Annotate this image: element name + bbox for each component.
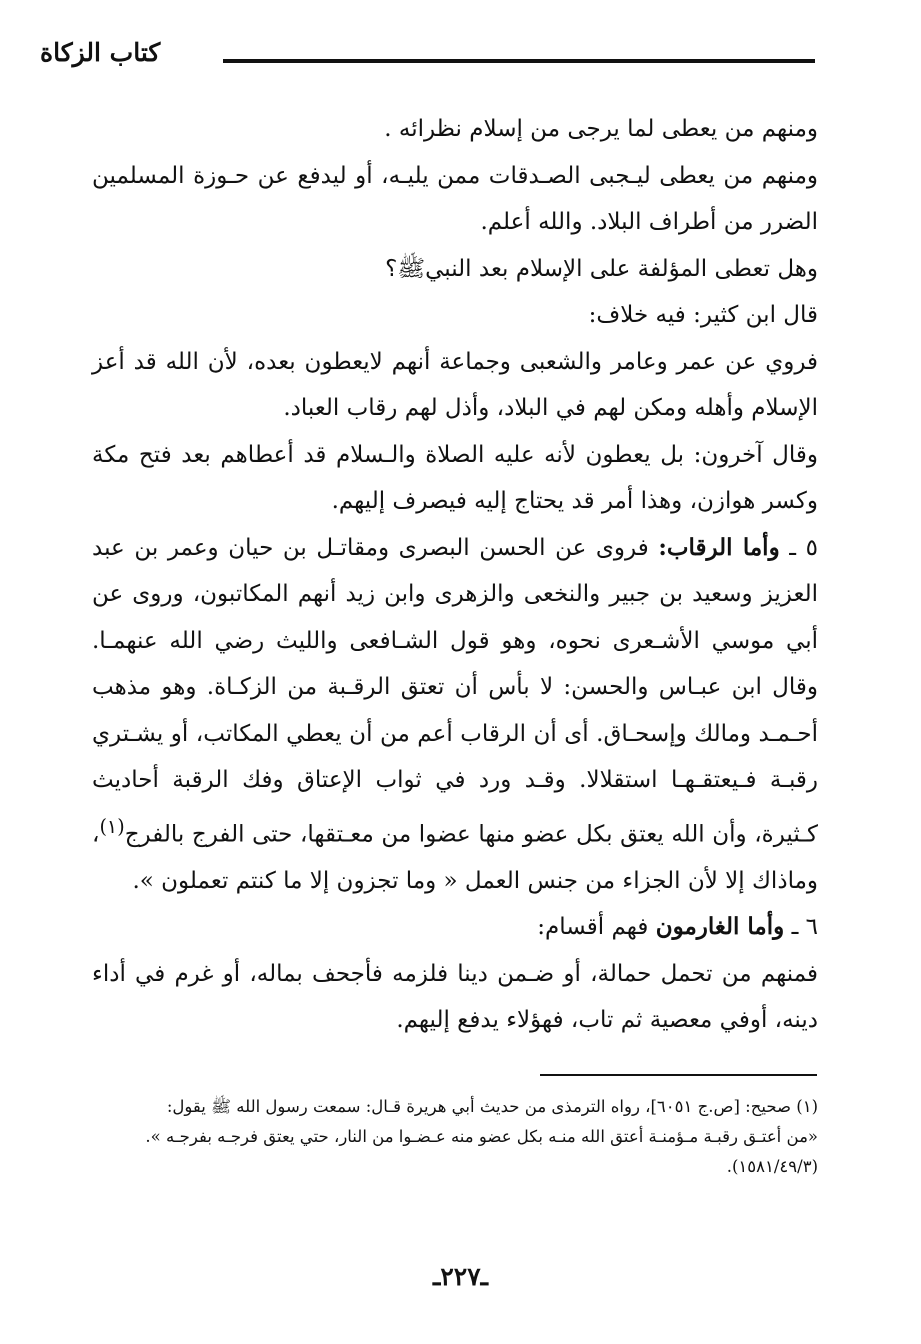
page-number: ـ٢٢٧ـ xyxy=(433,1262,488,1291)
footnote-line: «من أعتـق رقبـة مـؤمنـة أعتق الله منـه بكل عضو منه عـضـوا من النار، حتي يعتق فرجـه بفرجـه ». xyxy=(145,1127,818,1146)
footnote-line: (١٥٨١/٤٩/٣). xyxy=(726,1157,818,1176)
riqab-text: فروى عن الحسن البصرى ومقاتـل بن حيان وعمر بن عبد العزيز وسعيد بن جبير والنخعى والزهرى وابن زيد أنهم المكاتبون، وروى عن أبي موسي الأشـعرى نحوه، وهو قول الشـافعى والليث رضي الله عنهمـا. وقال ابن عبـاس والحسن: لا بأس أن تعتق الرقـبة من الزكـاة. وهو مذهب أحـمـد ومالك وإسحـاق. أى أن الرقاب أعم من أن يعطي المكاتب، أو يشـتري رقبـة فـيعتقـهـا استقلالا. وقـد ورد في ثواب الإعتاق وفك الرقبة أحاديث كـثيرة، وأن الله يعتق بكل عضو منها عضوا من معـتقها، حتى الفرج بالفرج xyxy=(92,534,818,848)
paragraph: وهل تعطى المؤلفة على الإسلام بعد النبيﷺ؟ xyxy=(385,255,818,282)
paragraph: فروي عن عمر وعامر والشعبى وجماعة أنهم لايعطون بعده، لأن الله قد أعز الإسلام وأهله ومكن لهم في البلاد، وأذل لهم رقاب العباد. xyxy=(92,348,818,421)
footnote xyxy=(90,1092,818,1182)
paragraph: قال ابن كثير: فيه خلاف: xyxy=(588,302,818,328)
header-rule xyxy=(223,59,815,63)
paragraph: ومنهم من يعطى لما يرجى من إسلام نظرائه . xyxy=(384,116,818,142)
section-heading-riqab: وأما الرقاب: xyxy=(658,533,780,561)
section-number: ٥ ـ xyxy=(789,534,818,561)
section-heading-tail: فهم أقسام: xyxy=(537,914,656,941)
footnote-line: (١) صحيح: [ص.ج ٦٠٥١]، رواه الترمذى من حديث أبي هريرة قـال: سمعت رسول الله ﷺ يقول: xyxy=(166,1097,818,1116)
riqab-text-end: ، وماذاك إلا لأن الجزاء من جنس العمل « وما تجزون إلا ما كنتم تعملون ». xyxy=(92,821,818,894)
paragraph: وقال آخرون: بل يعطون لأنه عليه الصلاة والـسلام قد أعطاهم بعد فتح مكة وكسر هوازن، وهذا أمر قد يحتاج إليه فيصرف إليهم. xyxy=(92,441,818,514)
section-number: ٦ ـ xyxy=(791,914,818,941)
main-text xyxy=(92,106,818,1044)
footnote-separator xyxy=(540,1074,817,1076)
riqab-paragraph xyxy=(92,525,818,905)
running-header-title: كتاب الزكاة xyxy=(40,38,161,67)
paragraph: ومنهم من يعطى ليـجبى الصـدقات ممن يليـه، أو ليدفع عن حـوزة المسلمين الضرر من أطراف البلاد. والله أعلم. xyxy=(92,162,818,235)
gharimun-paragraph: فمنهم من تحمل حمالة، أو ضـمن دينا فلزمه فأجحف بماله، أو غرم في أداء دينه، أوفي معصية ثم تاب، فهؤلاء يدفع إليهم. xyxy=(92,960,818,1034)
section-heading-gharimun: وأما الغارمون xyxy=(655,913,785,941)
gharimun-heading-line xyxy=(92,904,818,951)
footnote-reference: (١) xyxy=(99,814,125,838)
